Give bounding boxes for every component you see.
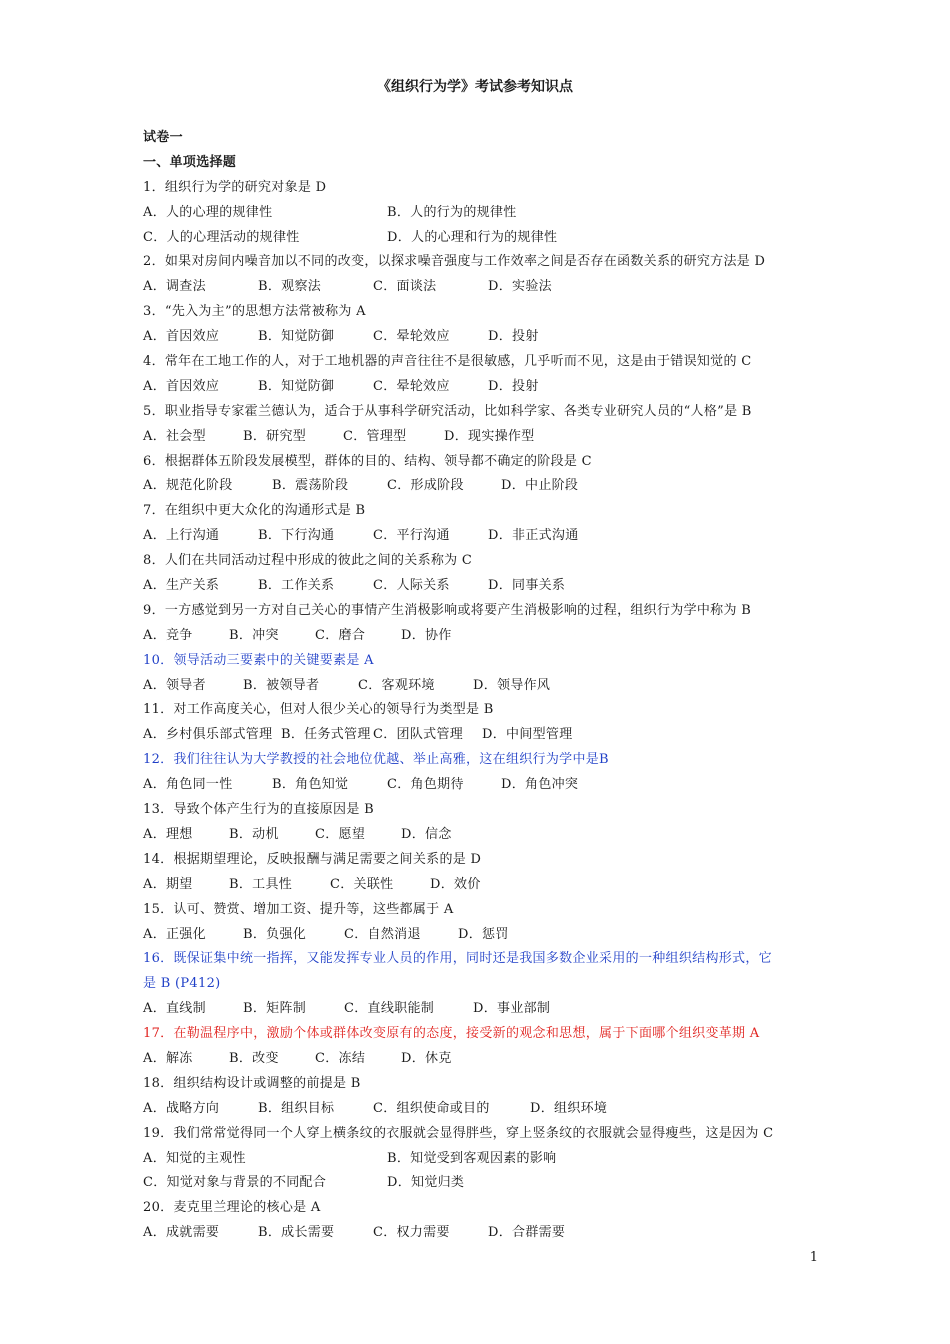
option-D: D．中止阶段 — [501, 478, 579, 494]
page-number: 1 — [809, 1250, 818, 1265]
option-D: D．事业部制 — [473, 1001, 551, 1017]
options-row — [143, 997, 823, 1022]
option-B: B．人的行为的规律性 — [387, 204, 517, 220]
question-5: 5．职业指导专家霍兰德认为，适合于从事科学研究活动，比如科学家、各类专业研究人员的“人格”是 B — [143, 403, 752, 419]
option-C: C．客观环境 — [358, 677, 435, 693]
options-row — [143, 624, 823, 649]
option-D: D．投射 — [488, 378, 539, 394]
option-A: A．知觉的主观性 — [143, 1150, 246, 1166]
option-C: C．权力需要 — [373, 1225, 450, 1241]
option-A: A．成就需要 — [143, 1225, 220, 1241]
question-8: 8．人们在共同活动过程中形成的彼此之间的关系称为 C — [143, 553, 473, 569]
option-A: A．首因效应 — [143, 329, 220, 345]
option-B: B．工作关系 — [258, 578, 335, 594]
option-B: B．角色知觉 — [272, 777, 349, 793]
options-row — [143, 524, 823, 549]
options-row — [143, 1221, 823, 1246]
option-A: A．人的心理的规律性 — [143, 204, 273, 220]
option-C: C．管理型 — [343, 428, 407, 444]
option-C: C．团队式管理 — [373, 727, 464, 743]
option-D: D．信念 — [401, 826, 452, 842]
options-row — [143, 1147, 823, 1172]
option-C: C．形成阶段 — [387, 478, 464, 494]
option-B: B．任务式管理 — [281, 727, 371, 743]
option-A: A．竞争 — [143, 627, 193, 643]
option-A: A．规范化阶段 — [143, 478, 233, 494]
option-C: C．人的心理活动的规律性 — [143, 229, 300, 245]
option-B: B．被领导者 — [243, 677, 320, 693]
option-D: D．休克 — [401, 1050, 452, 1066]
options-row — [143, 275, 823, 300]
paper-heading: 试卷一 — [143, 130, 183, 145]
options-row — [143, 574, 823, 599]
question-7: 7．在组织中更大众化的沟通形式是 B — [143, 503, 366, 519]
question-1: 1．组织行为学的研究对象是 D — [143, 179, 327, 195]
option-A: A．角色同一性 — [143, 777, 233, 793]
question-4: 4．常年在工地工作的人，对于工地机器的声音往往不是很敏感，几乎听而不见，这是由于错误知觉的 C — [143, 354, 752, 370]
option-C: C．平行沟通 — [373, 528, 450, 544]
options-row — [143, 1171, 823, 1196]
option-C: C．组织使命或目的 — [373, 1100, 490, 1116]
option-C: C．角色期待 — [387, 777, 464, 793]
option-D: D．非正式沟通 — [488, 528, 579, 544]
option-B: B．成长需要 — [258, 1225, 335, 1241]
option-C: C．知觉对象与背景的不同配合 — [143, 1175, 327, 1191]
question-17: 17．在勒温程序中，激励个体或群体改变原有的态度，接受新的观念和思想，属于下面哪个组织变革期 A — [143, 1026, 760, 1042]
options-row — [143, 226, 823, 251]
options-row — [143, 773, 823, 798]
option-B: B．矩阵制 — [243, 1001, 307, 1017]
section-heading: 一、单项选择题 — [143, 154, 237, 170]
options-row — [143, 674, 823, 699]
option-B: B．研究型 — [243, 428, 307, 444]
option-A: A．直线制 — [143, 1001, 206, 1017]
option-A: A．解冻 — [143, 1050, 193, 1066]
option-A: A．正强化 — [143, 926, 206, 942]
option-A: A．期望 — [143, 876, 193, 892]
option-B: B．下行沟通 — [258, 528, 335, 544]
question-11: 11．对工作高度关心，但对人很少关心的领导行为类型是 B — [143, 702, 494, 718]
question-12: 12．我们往往认为大学教授的社会地位优越、举止高雅，这在组织行为学中是B — [143, 752, 609, 768]
question-19: 19．我们常常觉得同一个人穿上横条纹的衣服就会显得胖些，穿上竖条纹的衣服就会显得瘦些，这是因为 C — [143, 1125, 774, 1141]
options-row — [143, 823, 823, 848]
option-C: C．愿望 — [315, 826, 366, 842]
options-row — [143, 425, 823, 450]
question-6: 6．根据群体五阶段发展模型，群体的目的、结构、领导都不确定的阶段是 C — [143, 453, 592, 469]
option-B: B．震荡阶段 — [272, 478, 349, 494]
option-B: B．动机 — [229, 826, 279, 842]
options-row — [143, 474, 823, 499]
option-C: C．冻结 — [315, 1050, 366, 1066]
option-A: A．领导者 — [143, 677, 206, 693]
question-15: 15．认可、赞赏、增加工资、提升等，这些都属于 A — [143, 901, 454, 917]
option-B: B．改变 — [229, 1050, 279, 1066]
option-A: A．生产关系 — [143, 578, 220, 594]
option-D: D．效价 — [430, 876, 481, 892]
document-title: 《组织行为学》考试参考知识点 — [377, 79, 573, 95]
question-10: 10．领导活动三要素中的关键要素是 A — [143, 652, 374, 668]
question-14: 14．根据期望理论，反映报酬与满足需要之间关系的是 D — [143, 851, 482, 867]
option-B: B．负强化 — [243, 926, 307, 942]
options-row — [143, 201, 823, 226]
option-D: D．合群需要 — [488, 1225, 566, 1241]
options-row — [143, 375, 823, 400]
option-B: B．知觉防御 — [258, 329, 335, 345]
question-13: 13．导致个体产生行为的直接原因是 B — [143, 802, 374, 818]
option-D: D．组织环境 — [530, 1100, 608, 1116]
question-18: 18．组织结构设计或调整的前提是 B — [143, 1075, 361, 1091]
option-C: C．关联性 — [330, 876, 394, 892]
option-D: D．现实操作型 — [444, 428, 535, 444]
question-list — [143, 176, 823, 1246]
option-D: D．知觉归类 — [387, 1175, 465, 1191]
option-A: A．社会型 — [143, 428, 206, 444]
question-16-continued: 是 B (P412) — [143, 976, 221, 992]
option-A: A．上行沟通 — [143, 528, 220, 544]
option-A: A．首因效应 — [143, 378, 220, 394]
option-D: D．同事关系 — [488, 578, 566, 594]
question-9: 9．一方感觉到另一方对自己关心的事情产生消极影响或将要产生消极影响的过程，组织行为学中称为 B — [143, 602, 752, 618]
question-16: 16．既保证集中统一指挥，又能发挥专业人员的作用，同时还是我国多数企业采用的一种组织结构形式，它 — [143, 951, 772, 967]
option-C: C．人际关系 — [373, 578, 450, 594]
option-C: C．直线职能制 — [344, 1001, 435, 1017]
options-row — [143, 873, 823, 898]
option-C: C．自然消退 — [344, 926, 421, 942]
option-D: D．协作 — [401, 627, 452, 643]
option-A: A．理想 — [143, 826, 193, 842]
option-B: B．知觉受到客观因素的影响 — [387, 1150, 557, 1166]
option-C: C．磨合 — [315, 627, 366, 643]
options-row — [143, 1097, 823, 1122]
options-row — [143, 723, 823, 748]
option-A: A．战略方向 — [143, 1100, 220, 1116]
question-3: 3．“先入为主”的思想方法常被称为 A — [143, 304, 366, 320]
option-D: D．惩罚 — [458, 926, 509, 942]
option-D: D．实验法 — [488, 279, 552, 295]
option-B: B．组织目标 — [258, 1100, 335, 1116]
option-C: C．晕轮效应 — [373, 378, 450, 394]
option-B: B．冲突 — [229, 627, 279, 643]
option-D: D．领导作风 — [473, 677, 551, 693]
option-B: B．知觉防御 — [258, 378, 335, 394]
question-20: 20．麦克里兰理论的核心是 A — [143, 1200, 321, 1216]
options-row — [143, 923, 823, 948]
options-row — [143, 1047, 823, 1072]
option-C: C．面谈法 — [373, 279, 437, 295]
option-D: D．投射 — [488, 329, 539, 345]
options-row — [143, 325, 823, 350]
option-D: D．中间型管理 — [482, 727, 573, 743]
option-A: A．乡村俱乐部式管理 — [143, 727, 273, 743]
option-D: D．角色冲突 — [501, 777, 579, 793]
option-A: A．调查法 — [143, 279, 206, 295]
document-body — [143, 126, 823, 1246]
option-B: B．观察法 — [258, 279, 322, 295]
question-2: 2．如果对房间内噪音加以不同的改变，以探求噪音强度与工作效率之间是否存在函数关系的研究方法是 D — [143, 254, 766, 270]
option-D: D．人的心理和行为的规律性 — [387, 229, 558, 245]
option-C: C．晕轮效应 — [373, 329, 450, 345]
option-B: B．工具性 — [229, 876, 293, 892]
